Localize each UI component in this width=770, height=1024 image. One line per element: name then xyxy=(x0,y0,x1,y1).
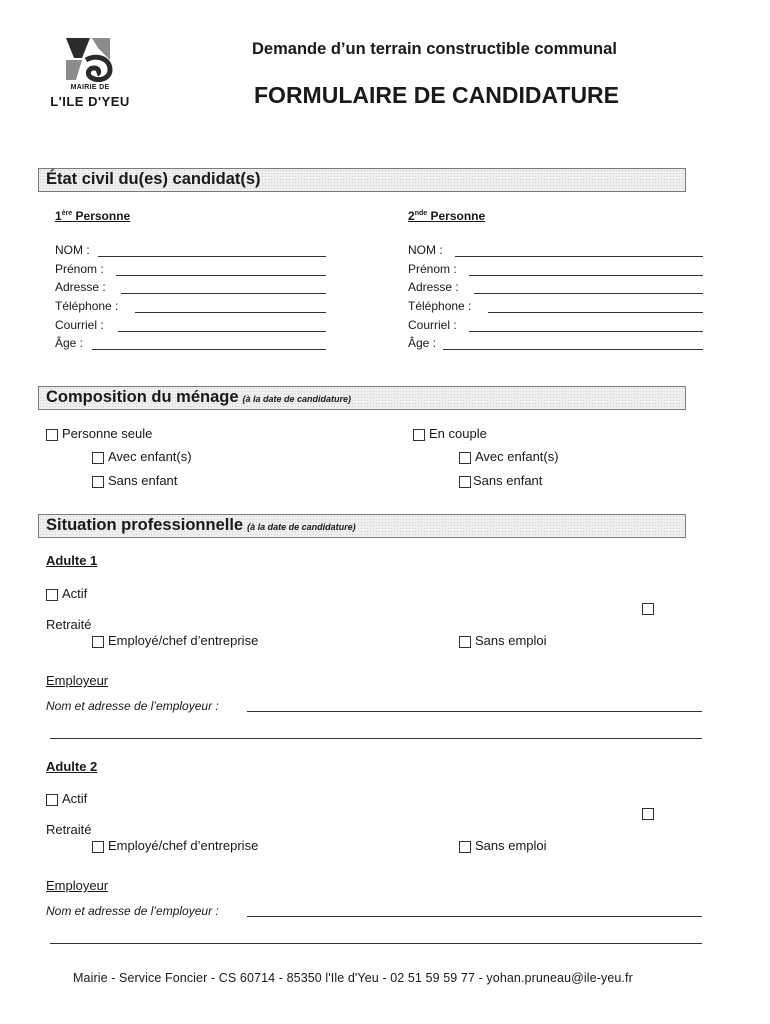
section-title xyxy=(46,388,351,407)
seule-avec-enfants-label: Avec enfant(s) xyxy=(108,449,192,464)
person1-label: Personne xyxy=(72,209,131,223)
person2-number: 2 xyxy=(408,209,415,223)
couple-avec-enfants-label: Avec enfant(s) xyxy=(475,449,559,464)
person1-number: 1 xyxy=(55,209,62,223)
adulte1-employeur-field[interactable] xyxy=(247,711,702,712)
adulte1-employeur-heading: Employeur xyxy=(46,673,109,688)
person2-heading xyxy=(408,209,485,223)
person1-prenom-label: Prénom : xyxy=(55,262,104,276)
adulte1-actif-label: Actif xyxy=(62,586,88,601)
form-title: FORMULAIRE DE CANDIDATURE xyxy=(254,82,620,108)
adulte2-heading: Adulte 2 xyxy=(46,759,98,774)
person2-nom-label: NOM : xyxy=(408,243,443,257)
person2-prenom-field[interactable] xyxy=(469,275,703,276)
person1-nom-label: NOM : xyxy=(55,243,90,257)
form-subtitle: Demande d’un terrain constructible communal xyxy=(252,40,617,58)
section-header-menage xyxy=(38,386,686,410)
section-title xyxy=(46,516,356,535)
section-note: (à la date de candidature) xyxy=(247,522,356,532)
adulte2-actif-label: Actif xyxy=(62,791,88,806)
adulte2-employeur-heading: Employeur xyxy=(46,878,109,893)
page-footer: Mairie - Service Foncier - CS 60714 - 85350 l'Ile d'Yeu - 02 51 59 59 77 - yohan.pruneau@ile-yeu.fr xyxy=(73,971,633,985)
section-note: (à la date de candidature) xyxy=(242,394,352,404)
person1-age-label: Âge : xyxy=(55,336,84,350)
section-header-situation xyxy=(38,514,686,538)
personne-seule-checkbox[interactable] xyxy=(46,429,58,441)
person2-telephone-field[interactable] xyxy=(488,312,703,313)
person1-adresse-label: Adresse : xyxy=(55,280,106,294)
person1-prenom-field[interactable] xyxy=(116,275,326,276)
adulte1-sans-emploi-label: Sans emploi xyxy=(475,633,547,648)
adulte2-employe-label: Employé/chef d’entreprise xyxy=(108,838,259,853)
adulte1-nom-adresse-label: Nom et adresse de l’employeur : xyxy=(46,699,219,713)
adulte2-retraite-checkbox[interactable] xyxy=(642,808,654,820)
adulte1-heading: Adulte 1 xyxy=(46,553,98,568)
section-title-text: Composition du ménage xyxy=(46,388,239,406)
person1-suffix: ère xyxy=(61,210,73,217)
logo-caption-small: MAIRIE DE xyxy=(70,84,110,91)
adulte2-sans-emploi-label: Sans emploi xyxy=(475,838,547,853)
person2-adresse-label: Adresse : xyxy=(408,280,459,294)
person2-label: Personne xyxy=(427,209,486,223)
section-title-text: Situation professionnelle xyxy=(46,516,244,534)
person2-age-label: Âge : xyxy=(408,336,437,350)
adulte2-employeur-field[interactable] xyxy=(247,916,702,917)
person1-courriel-field[interactable] xyxy=(118,331,326,332)
seule-sans-enfant-label: Sans enfant xyxy=(108,473,178,488)
adulte1-retraite-checkbox[interactable] xyxy=(642,603,654,615)
seule-avec-enfants-checkbox[interactable] xyxy=(92,452,104,464)
person1-nom-field[interactable] xyxy=(98,256,326,257)
person2-adresse-field[interactable] xyxy=(474,293,703,294)
person1-telephone-field[interactable] xyxy=(135,312,326,313)
en-couple-checkbox[interactable] xyxy=(413,429,425,441)
adulte2-retraite-label: Retraité xyxy=(46,822,92,837)
adulte2-nom-adresse-label: Nom et adresse de l’employeur : xyxy=(46,904,219,918)
person1-courriel-label: Courriel : xyxy=(55,318,104,332)
person1-adresse-field[interactable] xyxy=(121,293,326,294)
section-title: État civil du(es) candidat(s) xyxy=(46,170,261,188)
mairie-logo xyxy=(48,34,132,114)
couple-avec-enfants-checkbox[interactable] xyxy=(459,452,471,464)
adulte2-actif-checkbox[interactable] xyxy=(46,794,58,806)
person1-heading xyxy=(55,209,130,223)
adulte1-retraite-label: Retraité xyxy=(46,617,92,632)
adulte2-employe-checkbox[interactable] xyxy=(92,841,104,853)
en-couple-label: En couple xyxy=(429,426,487,441)
person2-suffix: nde xyxy=(414,210,428,217)
adulte2-sans-emploi-checkbox[interactable] xyxy=(459,841,471,853)
person1-telephone-label: Téléphone : xyxy=(55,299,119,313)
person2-nom-field[interactable] xyxy=(455,256,703,257)
person2-courriel-field[interactable] xyxy=(469,331,703,332)
adulte1-employe-label: Employé/chef d’entreprise xyxy=(108,633,259,648)
section-header-etat-civil xyxy=(38,168,686,192)
person1-age-field[interactable] xyxy=(92,349,326,350)
seule-sans-enfant-checkbox[interactable] xyxy=(92,476,104,488)
adulte1-sans-emploi-checkbox[interactable] xyxy=(459,636,471,648)
couple-sans-enfant-checkbox[interactable] xyxy=(459,476,471,488)
adulte2-employeur-field-line2[interactable] xyxy=(50,943,702,944)
logo-caption-town: L'ILE D'YEU xyxy=(50,94,130,109)
adulte1-employeur-field-line2[interactable] xyxy=(50,738,702,739)
adulte1-employe-checkbox[interactable] xyxy=(92,636,104,648)
personne-seule-label: Personne seule xyxy=(62,426,153,441)
person2-age-field[interactable] xyxy=(443,349,703,350)
person2-courriel-label: Courriel : xyxy=(408,318,457,332)
island-emblem-icon xyxy=(48,34,132,84)
person2-telephone-label: Téléphone : xyxy=(408,299,472,313)
couple-sans-enfant-label: Sans enfant xyxy=(473,473,543,488)
person2-prenom-label: Prénom : xyxy=(408,262,457,276)
adulte1-actif-checkbox[interactable] xyxy=(46,589,58,601)
